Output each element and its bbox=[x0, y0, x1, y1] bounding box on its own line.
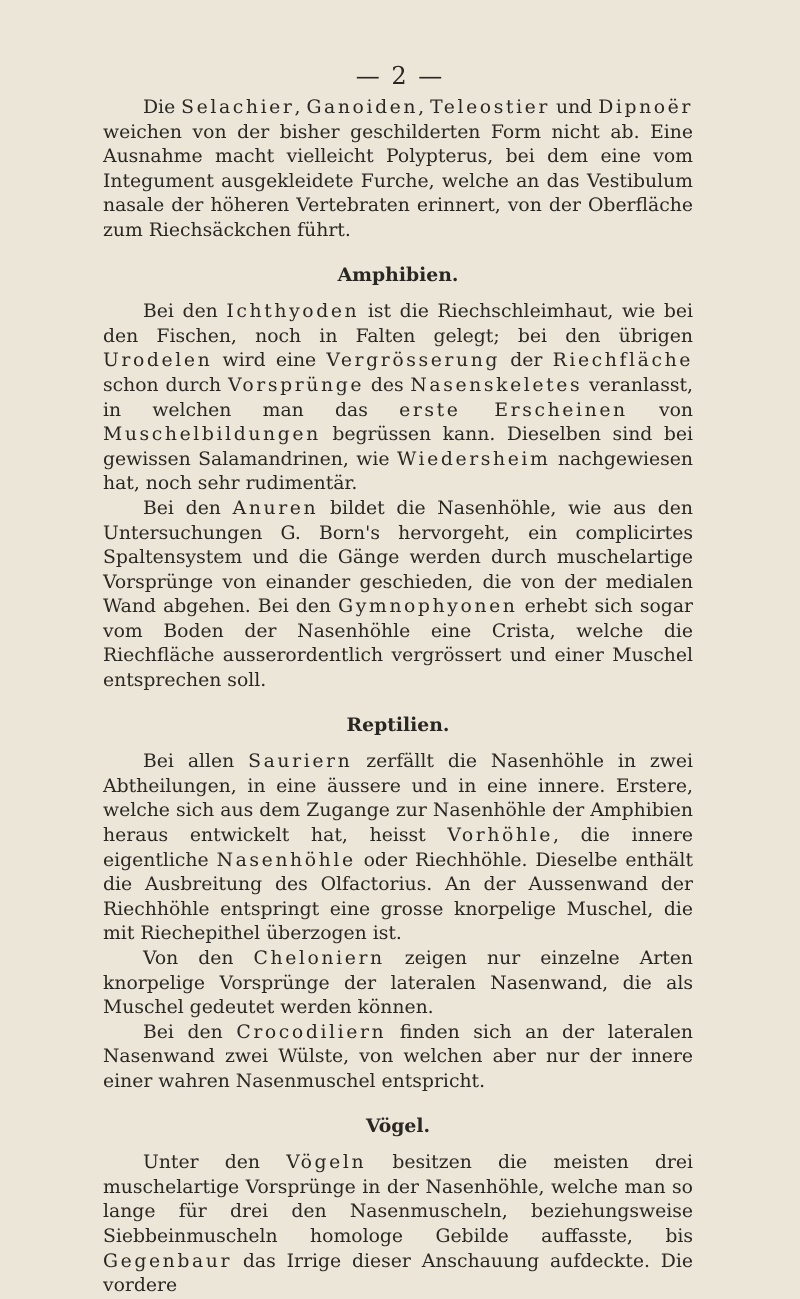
page-body bbox=[103, 96, 693, 1299]
section-heading-voegel: Vögel. bbox=[365, 1114, 431, 1137]
spaced-term: Gegenbaur bbox=[103, 1250, 233, 1272]
voegel-paragraph-1: Unter den Vögeln besitzen die meisten drei muschelartige Vorsprünge in der Nasenhöhle, welche man so lange für drei den Nasenmuscheln, beziehungsweise Siebbeinmuscheln homologe Gebilde auffasste, bis Gegenbaur das Irrige dieser Anschauung aufdeckte. Die vordere bbox=[103, 1152, 693, 1297]
spaced-term: Urodelen bbox=[103, 350, 213, 372]
spaced-term: Anuren bbox=[232, 497, 319, 519]
spaced-term: Selachier bbox=[181, 97, 295, 118]
spaced-term: Nasenhöhle bbox=[216, 849, 356, 871]
reptilien-paragraph-3: Bei den Crocodiliern finden sich an der lateralen Nasenwand zwei Wülste, von welchen aber nur der innere einer wahren Nasenmuschel entspricht. bbox=[103, 1021, 693, 1092]
spaced-term: Vorhöhle bbox=[447, 825, 553, 847]
spaced-term: Sauriern bbox=[248, 751, 353, 773]
spaced-term: Teleostier bbox=[430, 97, 550, 118]
spaced-term: Nasenskeletes bbox=[410, 374, 583, 396]
spaced-term: Cheloniern bbox=[253, 948, 385, 969]
reptilien-paragraph-2: Von den Cheloniern zeigen nur einzelne Arten knorpelige Vorsprünge der lateralen Nasenwand, die als Muschel gedeutet werden können. bbox=[103, 948, 693, 1019]
spaced-term: Vögeln bbox=[286, 1152, 367, 1174]
page-number: — 2 — bbox=[355, 62, 445, 90]
section-heading-reptilien: Reptilien. bbox=[346, 713, 450, 736]
spaced-term: Ichthyoden bbox=[226, 301, 360, 323]
spaced-term: Ganoiden bbox=[306, 97, 419, 118]
intro-paragraph: Die Selachier, Ganoiden, Teleostier und Dipnoër weichen von der bisher geschilderten Form nicht ab. Eine Ausnahme macht vielleicht Polypterus, bei dem eine vom Integument ausgekleidete Furche, welche an das Vestibulum nasale der höheren Vertebraten erinnert, von der Oberfläche zum Riechsäckchen führt. bbox=[103, 97, 693, 241]
spaced-term: Vergrösserung bbox=[326, 350, 501, 372]
spaced-term: Vorsprünge bbox=[227, 374, 365, 396]
spaced-term: erste Erscheinen bbox=[399, 399, 628, 421]
spaced-term: Wiedersheim bbox=[396, 448, 551, 470]
amphibien-paragraph-1: Bei den Ichthyoden ist die Riechschleimhaut, wie bei den Fischen, noch in Falten gelegt; bei den übrigen Urodelen wird eine Vergrösserung der Riechfläche schon durch Vorsprünge des Nasenskeletes veranlasst, in welchen man das erste Erscheinen von Muschelbildungen begrüssen kann. Dieselben sind bei gewissen Salamandrinen, wie Wiedersheim nachgewiesen hat, noch sehr rudimentär. bbox=[103, 301, 694, 495]
spaced-term: Gymnophyonen bbox=[338, 596, 518, 618]
amphibien-paragraph-2: Bei den Anuren bildet die Nasenhöhle, wie aus den Untersuchungen G. Born's hervorgeht, ein complicirtes Spaltensystem und die Gänge werden durch muschelartige Vorsprünge von einander geschieden, die von der medialen Wand abgehen. Bei den Gymnophyonen erhebt sich sogar vom Boden der Nasenhöhle eine Crista, welche die Riechfläche ausserordentlich vergrössert und einer Muschel entsprechen soll. bbox=[103, 497, 693, 692]
spaced-term: Riechfläche bbox=[552, 350, 693, 372]
spaced-term: Dipnoër bbox=[598, 97, 693, 118]
spaced-term: Muschelbildungen bbox=[103, 424, 321, 446]
reptilien-paragraph-1: Bei allen Sauriern zerfällt die Nasenhöhle in zwei Abtheilungen, in eine äussere und in eine innere. Erstere, welche sich aus dem Zugange zur Nasenhöhle der Amphibien heraus entwickelt hat, heisst Vorhöhle, die innere eigentliche Nasenhöhle oder Riechhöhle. Dieselbe enthält die Ausbreitung des Olfactorius. An der Aussenwand der Riechhöhle entspringt eine grosse knorpelige Muschel, die mit Riechepithel überzogen ist. bbox=[103, 751, 693, 945]
spaced-term: Crocodiliern bbox=[236, 1021, 387, 1043]
section-heading-amphibien: Amphibien. bbox=[337, 263, 459, 286]
